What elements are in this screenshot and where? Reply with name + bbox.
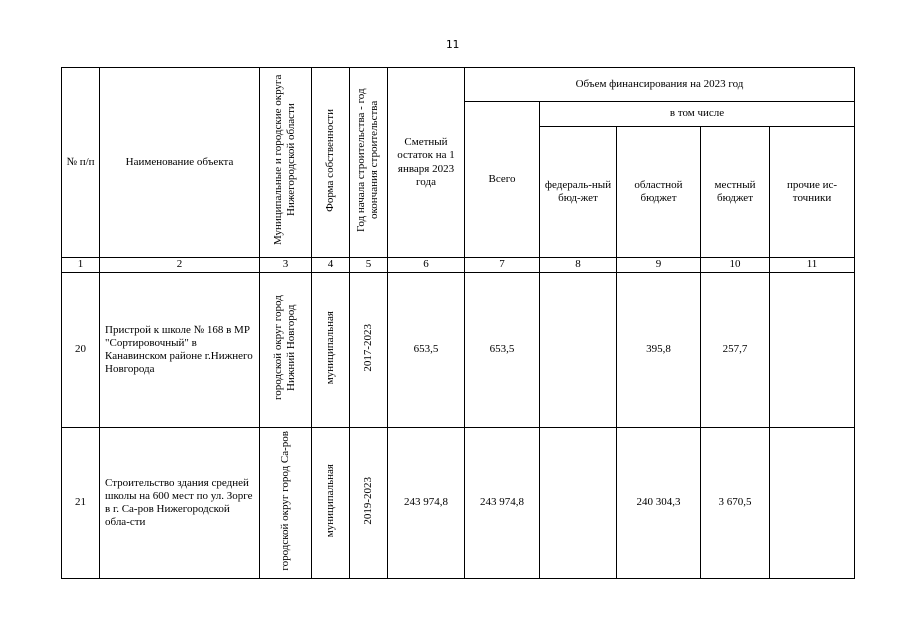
row-years bbox=[350, 273, 388, 428]
column-number: 1 bbox=[62, 258, 100, 273]
column-number: 11 bbox=[770, 258, 855, 273]
row-regional: 395,8 bbox=[617, 273, 701, 428]
table-row bbox=[62, 273, 855, 428]
row-ownership bbox=[312, 273, 350, 428]
row-other bbox=[770, 428, 855, 579]
header-federal: федераль-ный бюд-жет bbox=[540, 127, 617, 258]
header-total: Всего bbox=[465, 102, 540, 258]
column-number: 8 bbox=[540, 258, 617, 273]
row-federal bbox=[540, 428, 617, 579]
page-number: 11 bbox=[445, 38, 460, 51]
header-municipal bbox=[260, 68, 312, 258]
row-municipal-text: городской округ город Са-ров bbox=[278, 431, 291, 571]
column-number: 9 bbox=[617, 258, 701, 273]
header-remaining: Сметный остаток на 1 января 2023 года bbox=[388, 68, 465, 258]
row-other bbox=[770, 273, 855, 428]
column-number: 4 bbox=[312, 258, 350, 273]
row-federal bbox=[540, 273, 617, 428]
row-name: Пристрой к школе № 168 в МР "Сортировочный" в Канавинском районе г.Нижнего Новгорода bbox=[100, 273, 260, 428]
row-num: 21 bbox=[62, 428, 100, 579]
header-funding-title: Объем финансирования на 2023 год bbox=[465, 68, 855, 102]
financing-table bbox=[61, 67, 855, 579]
header-years bbox=[350, 68, 388, 258]
row-years bbox=[350, 428, 388, 579]
row-remaining: 653,5 bbox=[388, 273, 465, 428]
header-regional: областной бюджет bbox=[617, 127, 701, 258]
row-regional: 240 304,3 bbox=[617, 428, 701, 579]
column-number: 3 bbox=[260, 258, 312, 273]
row-total: 653,5 bbox=[465, 273, 540, 428]
row-years-text: 2019-2023 bbox=[361, 477, 374, 525]
header-ownership bbox=[312, 68, 350, 258]
header-ownership-text: Форма собственности bbox=[323, 108, 336, 212]
header-municipal-text: Муниципальные и городские округа Нижегородской области bbox=[272, 75, 298, 246]
header-num: № п/п bbox=[62, 68, 100, 258]
row-years-text: 2017-2023 bbox=[361, 324, 374, 372]
row-municipal bbox=[260, 273, 312, 428]
column-number: 2 bbox=[100, 258, 260, 273]
row-local: 3 670,5 bbox=[701, 428, 770, 579]
header-years-text: Год начала строительства - год окончания строительства bbox=[355, 88, 381, 233]
column-number: 10 bbox=[701, 258, 770, 273]
column-number: 5 bbox=[350, 258, 388, 273]
header-other: прочие ис-точники bbox=[770, 127, 855, 258]
table-row bbox=[62, 428, 855, 579]
row-ownership-text: муниципальная bbox=[323, 464, 336, 538]
row-ownership bbox=[312, 428, 350, 579]
row-remaining: 243 974,8 bbox=[388, 428, 465, 579]
row-municipal bbox=[260, 428, 312, 579]
column-number: 6 bbox=[388, 258, 465, 273]
header-name: Наименование объекта bbox=[100, 68, 260, 258]
row-total: 243 974,8 bbox=[465, 428, 540, 579]
row-local: 257,7 bbox=[701, 273, 770, 428]
row-ownership-text: муниципальная bbox=[323, 311, 336, 385]
header-local: местный бюджет bbox=[701, 127, 770, 258]
column-number: 7 bbox=[465, 258, 540, 273]
row-name: Строительство здания средней школы на 600 мест по ул. Зорге в г. Са-ров Нижегородской обла-сти bbox=[100, 428, 260, 579]
row-municipal-text: городской округ город Нижний Новгород bbox=[272, 295, 298, 401]
header-including: в том числе bbox=[540, 102, 855, 127]
row-num: 20 bbox=[62, 273, 100, 428]
